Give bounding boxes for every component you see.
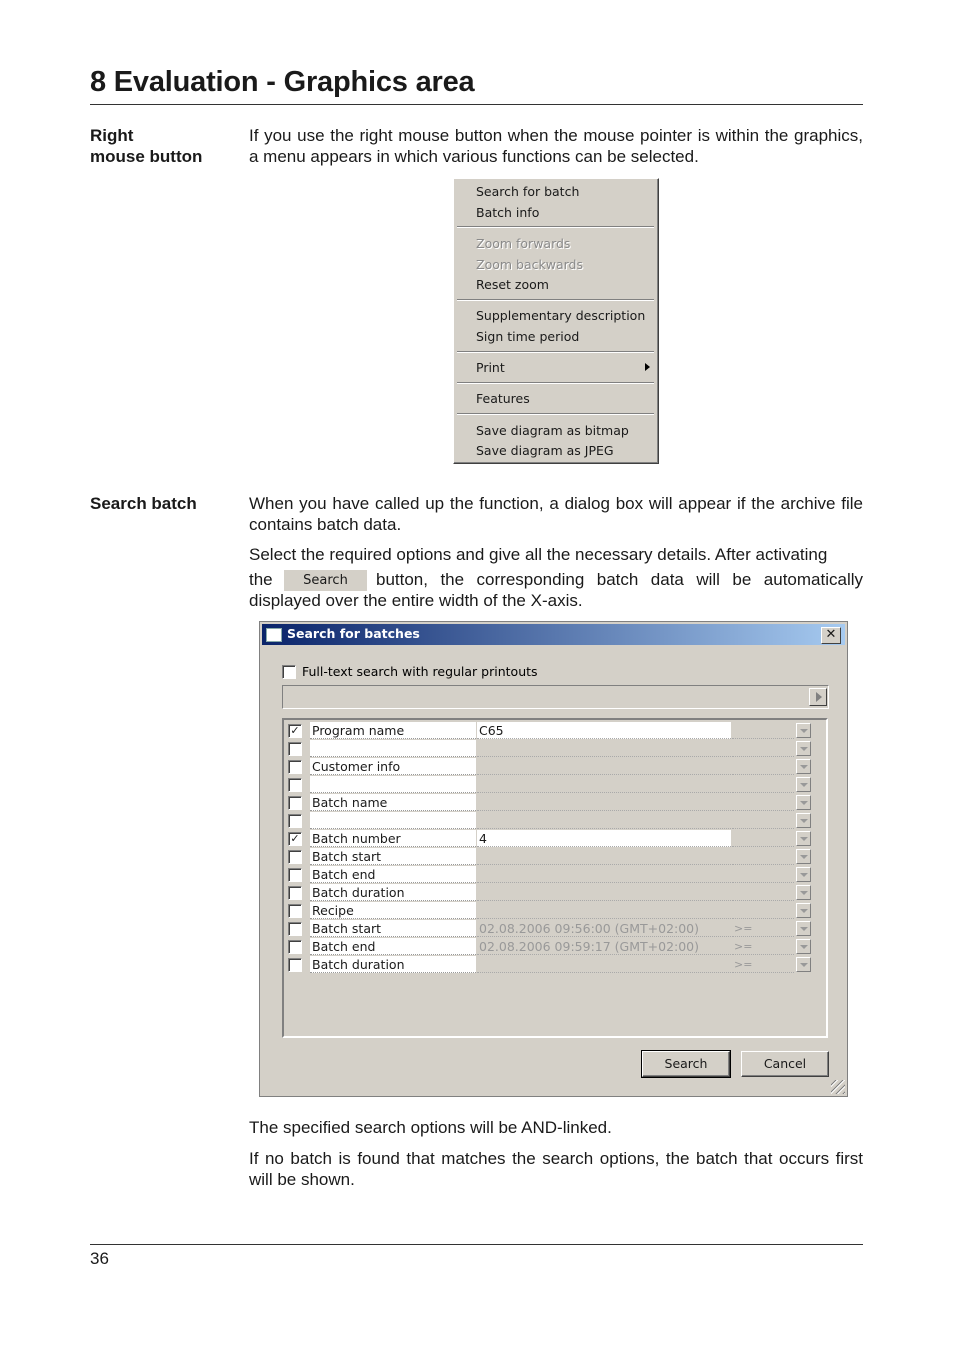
criteria-value[interactable] [477, 794, 731, 811]
fulltext-input[interactable] [282, 685, 829, 709]
dropdown-arrow-icon[interactable] [796, 741, 811, 756]
criteria-row [284, 812, 824, 830]
criteria-name: Batch end [310, 938, 476, 955]
menu-item-zoom-forwards[interactable]: Zoom forwards [476, 236, 571, 251]
criteria-name: Batch end [310, 866, 476, 883]
criteria-row [284, 758, 824, 776]
dialog-title: Search for batches [287, 626, 420, 641]
criteria-name: Customer info [310, 758, 476, 775]
criteria-operator[interactable] [732, 722, 794, 739]
dropdown-arrow-icon[interactable] [796, 795, 811, 810]
criteria-operator[interactable]: >= [732, 956, 794, 973]
fulltext-label: Full-text search with regular printouts [302, 664, 538, 679]
section-label-line2: mouse button [90, 147, 203, 166]
search-batch-text2-line1 [249, 544, 863, 565]
close-button[interactable]: ✕ [821, 627, 841, 644]
criteria-operator[interactable]: >= [732, 920, 794, 937]
criteria-name: Batch number [310, 830, 476, 847]
criteria-operator[interactable] [732, 866, 794, 883]
dropdown-arrow-icon[interactable] [796, 777, 811, 792]
criteria-value[interactable] [477, 776, 731, 793]
criteria-row [284, 866, 824, 884]
criteria-value[interactable] [477, 812, 731, 829]
menu-item-save-bitmap[interactable]: Save diagram as bitmap [476, 423, 629, 438]
criteria-operator[interactable] [732, 830, 794, 847]
criteria-name [310, 740, 476, 757]
criteria-operator[interactable] [732, 848, 794, 865]
menu-item-reset-zoom[interactable]: Reset zoom [476, 277, 549, 292]
dropdown-arrow-icon[interactable] [796, 939, 811, 954]
criteria-checkbox[interactable] [288, 886, 302, 900]
criteria-value[interactable] [477, 884, 731, 901]
right-mouse-text: If you use the right mouse button when the mouse pointer is within the graphics, a menu appears in which various functions can be selected. [249, 126, 863, 166]
dialog-titlebar[interactable] [262, 624, 845, 645]
criteria-operator[interactable] [732, 758, 794, 775]
criteria-row [284, 740, 824, 758]
dropdown-arrow-icon[interactable] [796, 849, 811, 864]
criteria-row [284, 776, 824, 794]
criteria-name: Batch name [310, 794, 476, 811]
criteria-value[interactable] [477, 740, 731, 757]
criteria-operator[interactable] [732, 794, 794, 811]
dropdown-arrow-icon[interactable] [796, 759, 811, 774]
criteria-checkbox[interactable] [288, 814, 302, 828]
criteria-value[interactable] [477, 758, 731, 775]
menu-item-batch-info[interactable]: Batch info [476, 205, 540, 220]
criteria-name: Batch start [310, 848, 476, 865]
menu-separator [457, 299, 654, 301]
criteria-value[interactable] [477, 956, 731, 973]
criteria-checkbox[interactable]: ✓ [288, 724, 302, 738]
section-label-search-batch: Search batch [90, 494, 197, 513]
window-icon [266, 628, 282, 642]
criteria-name [310, 776, 476, 793]
search-batch-text1: When you have called up the function, a dialog box will appear if the archive file contains batch data. [249, 494, 863, 534]
criteria-operator[interactable] [732, 812, 794, 829]
menu-item-supplementary-description[interactable]: Supplementary description [476, 308, 646, 323]
section-label-line1: Right [90, 126, 134, 145]
criteria-operator[interactable] [732, 884, 794, 901]
criteria-checkbox[interactable] [288, 742, 302, 756]
search-batch-text2-line2: button, the corresponding batch data will be automatically [376, 570, 863, 589]
menu-separator [457, 413, 654, 415]
criteria-value[interactable] [477, 866, 731, 883]
dropdown-arrow-icon[interactable] [796, 831, 811, 846]
search-batch-text2-line3: displayed over the entire width of the X-axis. [249, 591, 583, 610]
criteria-checkbox[interactable] [288, 778, 302, 792]
criteria-operator[interactable] [732, 902, 794, 919]
criteria-name: Batch duration [310, 884, 476, 901]
criteria-value[interactable] [477, 902, 731, 919]
criteria-name: Batch duration [310, 956, 476, 973]
scroll-right-button[interactable] [809, 688, 827, 706]
criteria-checkbox[interactable] [288, 958, 302, 972]
criteria-checkbox[interactable] [288, 922, 302, 936]
criteria-checkbox[interactable] [288, 850, 302, 864]
search-batch-the: the [249, 570, 273, 589]
dropdown-arrow-icon[interactable] [796, 867, 811, 882]
menu-separator [457, 351, 654, 353]
no-batch-text: If no batch is found that matches the search options, the batch that occurs first will be shown. [249, 1149, 863, 1189]
page-heading: 8 Evaluation - Graphics area [90, 66, 475, 98]
criteria-operator[interactable]: >= [732, 938, 794, 955]
search-batch-text2-part1-a: Select the required options and give all the necessary details. After activating [249, 545, 828, 564]
heading-rule [90, 104, 863, 105]
criteria-operator[interactable] [732, 740, 794, 757]
criteria-row [284, 830, 824, 848]
dropdown-arrow-icon[interactable] [796, 957, 811, 972]
search-for-batches-dialog [259, 621, 848, 1097]
criteria-row [284, 956, 824, 974]
criteria-checkbox[interactable] [288, 868, 302, 882]
menu-separator [457, 382, 654, 384]
criteria-value[interactable] [477, 848, 731, 865]
criteria-name: Batch start [310, 920, 476, 937]
criteria-name: Program name [310, 722, 476, 739]
menu-item-print[interactable]: Print [476, 360, 505, 375]
resize-grip-icon[interactable] [831, 1080, 845, 1094]
criteria-row [284, 722, 824, 740]
criteria-row [284, 884, 824, 902]
criteria-row [284, 848, 824, 866]
inline-search-button: Search [284, 570, 367, 591]
menu-separator [457, 226, 654, 228]
criteria-checkbox[interactable] [288, 904, 302, 918]
criteria-name [310, 812, 476, 829]
criteria-checkbox[interactable] [288, 940, 302, 954]
menu-item-zoom-backwards[interactable]: Zoom backwards [476, 257, 583, 272]
fulltext-checkbox[interactable] [282, 665, 296, 679]
criteria-row [284, 938, 824, 956]
criteria-operator[interactable] [732, 776, 794, 793]
dropdown-arrow-icon[interactable] [796, 921, 811, 936]
criteria-row [284, 902, 824, 920]
menu-item-search-for-batch[interactable]: Search for batch [476, 184, 580, 199]
footer-rule [90, 1244, 863, 1245]
dropdown-arrow-icon[interactable] [796, 813, 811, 828]
menu-item-save-jpeg[interactable]: Save diagram as JPEG [476, 443, 614, 458]
dropdown-arrow-icon[interactable] [796, 903, 811, 918]
menu-item-sign-time-period[interactable]: Sign time period [476, 329, 580, 344]
criteria-name: Recipe [310, 902, 476, 919]
criteria-value[interactable]: 02.08.2006 09:59:17 (GMT+02:00) [477, 938, 731, 955]
criteria-value[interactable]: C65 [477, 722, 731, 739]
criteria-grid [282, 718, 828, 1038]
dropdown-arrow-icon[interactable] [796, 885, 811, 900]
criteria-checkbox[interactable] [288, 796, 302, 810]
criteria-value[interactable]: 02.08.2006 09:56:00 (GMT+02:00) [477, 920, 731, 937]
criteria-value[interactable]: 4 [477, 830, 731, 847]
arrow-right-icon [816, 692, 822, 702]
criteria-row [284, 920, 824, 938]
submenu-arrow-icon [645, 363, 650, 371]
context-menu [453, 178, 659, 464]
and-linked-text: The specified search options will be AND-linked. [249, 1118, 612, 1137]
page-number: 36 [90, 1249, 109, 1268]
menu-item-features[interactable]: Features [476, 391, 530, 406]
section-label-right-mouse [90, 125, 202, 167]
criteria-checkbox[interactable]: ✓ [288, 832, 302, 846]
cancel-button[interactable]: Cancel [741, 1051, 829, 1077]
criteria-checkbox[interactable] [288, 760, 302, 774]
dropdown-arrow-icon[interactable] [796, 723, 811, 738]
criteria-row [284, 794, 824, 812]
search-button[interactable]: Search [642, 1051, 730, 1077]
